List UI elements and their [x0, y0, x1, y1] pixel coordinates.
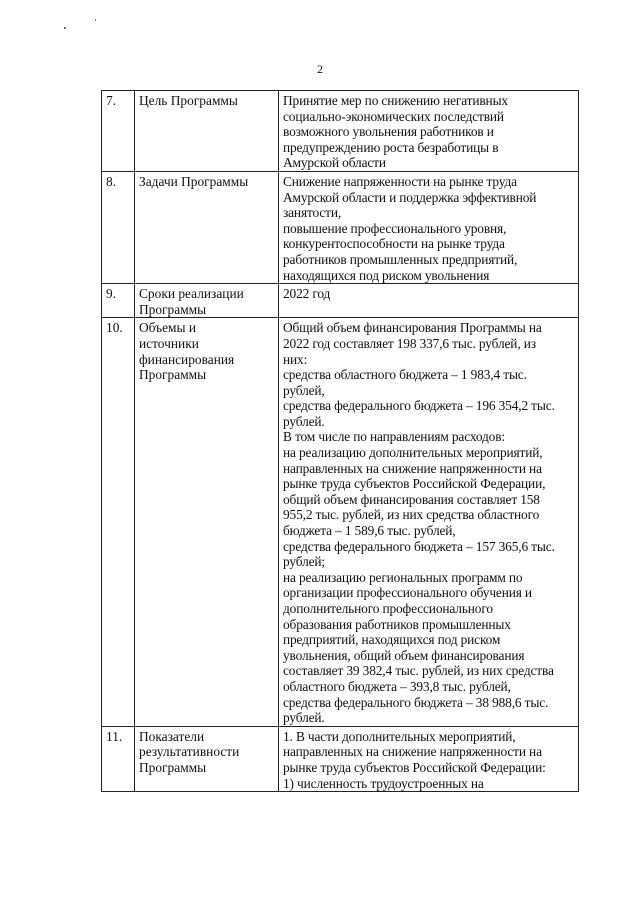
- row-label-line: Программы: [139, 367, 207, 383]
- row-label-line: источники: [139, 335, 199, 351]
- row-content-line: Амурской области: [283, 155, 386, 171]
- row-label-line: результативности: [139, 744, 240, 760]
- row-content: [279, 91, 579, 172]
- row-content: [279, 726, 579, 791]
- row-label-line: Сроки реализации: [139, 286, 244, 302]
- row-content-line: 2022 год составляет 198 337,6 тыс. рублей, из: [283, 335, 536, 351]
- row-label-line: Цель Программы: [139, 93, 238, 108]
- row-content-line: на реализацию дополнительных мероприятий,: [283, 445, 543, 461]
- row-number: 10.: [102, 318, 135, 726]
- row-content-line: рублей.: [283, 413, 325, 429]
- program-passport-table: [101, 90, 579, 792]
- row-content-line: дополнительного профессионального: [283, 601, 493, 616]
- row-content-line: 955,2 тыс. рублей, из них средства областного: [283, 507, 540, 523]
- row-label-line: финансирования: [139, 351, 235, 367]
- row-content-line: работников промышленных предприятий,: [283, 251, 518, 267]
- passport-row: [102, 91, 579, 172]
- row-content-line: предприятий, находящихся под риском: [283, 632, 501, 648]
- row-content-line: образования работников промышленных: [283, 616, 511, 632]
- row-content: [279, 318, 579, 726]
- row-content-line: увольнения, общий объем финансирования: [283, 647, 525, 663]
- row-content-line: рублей,: [283, 382, 325, 398]
- row-content-line: средства федерального бюджета – 157 365,6 тыс.: [283, 538, 555, 554]
- row-content-line: направленных на снижение напряженности на: [283, 744, 542, 760]
- row-number: 11.: [102, 726, 135, 791]
- row-content-line: В том числе по направлениям расходов:: [283, 429, 505, 445]
- row-content-line: социально-экономических последствий: [283, 108, 504, 124]
- row-content-line: средства федерального бюджета – 38 988,6 тыс.: [283, 694, 549, 710]
- row-content-line: 2022 год: [283, 286, 331, 302]
- row-number: 8.: [102, 171, 135, 283]
- row-content-line: Принятие мер по снижению негативных: [283, 93, 508, 108]
- row-number: 7.: [102, 91, 135, 172]
- row-label: [135, 91, 279, 172]
- row-content-line: Общий объем финансирования Программы на: [283, 320, 542, 336]
- row-content-line: областного бюджета – 393,8 тыс. рублей,: [283, 678, 511, 694]
- row-content-line: средства федерального бюджета – 196 354,2 тыс.: [283, 398, 555, 414]
- row-content-line: предупреждению роста безработицы в: [283, 139, 499, 155]
- row-content-line: Снижение напряженности на рынке труда: [283, 173, 517, 189]
- row-label-line: Программы: [139, 301, 207, 317]
- passport-row: [102, 318, 579, 726]
- row-content-line: рынке труда субъектов Российской Федерации,: [283, 476, 546, 492]
- passport-row: [102, 726, 579, 791]
- row-content-line: рублей.: [283, 710, 325, 726]
- row-content: [279, 171, 579, 283]
- row-content-line: организации профессионального обучения и: [283, 585, 532, 601]
- row-label-line: Программы: [139, 759, 207, 775]
- row-label-line: Показатели: [139, 728, 205, 744]
- row-content-line: рынке труда субъектов Российской Федерации:: [283, 759, 546, 775]
- row-content-line: Амурской области и поддержка эффективной: [283, 189, 537, 205]
- row-label: [135, 171, 279, 283]
- row-content-line: конкурентоспособности на рынке труда: [283, 236, 505, 252]
- scan-speck: [95, 19, 96, 21]
- row-label-line: Объемы и: [139, 320, 197, 336]
- passport-row: [102, 171, 579, 283]
- row-content: [279, 284, 579, 318]
- row-label: [135, 726, 279, 791]
- scan-speck: [64, 27, 66, 29]
- row-content-line: бюджета – 1 589,6 тыс. рублей,: [283, 523, 456, 539]
- row-content-line: общий объем финансирования составляет 158: [283, 491, 540, 507]
- row-content-line: на реализацию региональных программ по: [283, 569, 523, 585]
- passport-row: [102, 284, 579, 318]
- row-content-line: повышение профессионального уровня,: [283, 220, 507, 236]
- row-content-line: составляет 39 382,4 тыс. рублей, из них средства: [283, 663, 554, 679]
- page-number: 2: [317, 62, 323, 76]
- row-label-line: Задачи Программы: [139, 173, 249, 189]
- row-content-line: находящихся под риском увольнения: [283, 267, 490, 283]
- row-content-line: 1) численность трудоустроенных на: [283, 775, 484, 791]
- passport-table-body: [102, 91, 579, 792]
- row-label: [135, 284, 279, 318]
- row-content-line: возможного увольнения работников и: [283, 124, 494, 140]
- row-content-line: направленных на снижение напряженности на: [283, 460, 542, 476]
- row-content-line: них:: [283, 351, 308, 367]
- row-content-line: занятости,: [283, 205, 342, 221]
- row-number: 9.: [102, 284, 135, 318]
- row-content-line: 1. В части дополнительных мероприятий,: [283, 728, 516, 744]
- row-content-line: средства областного бюджета – 1 983,4 тыс.: [283, 367, 527, 383]
- row-content-line: рублей;: [283, 554, 325, 570]
- scan-specks: [0, 0, 120, 40]
- row-label: [135, 318, 279, 726]
